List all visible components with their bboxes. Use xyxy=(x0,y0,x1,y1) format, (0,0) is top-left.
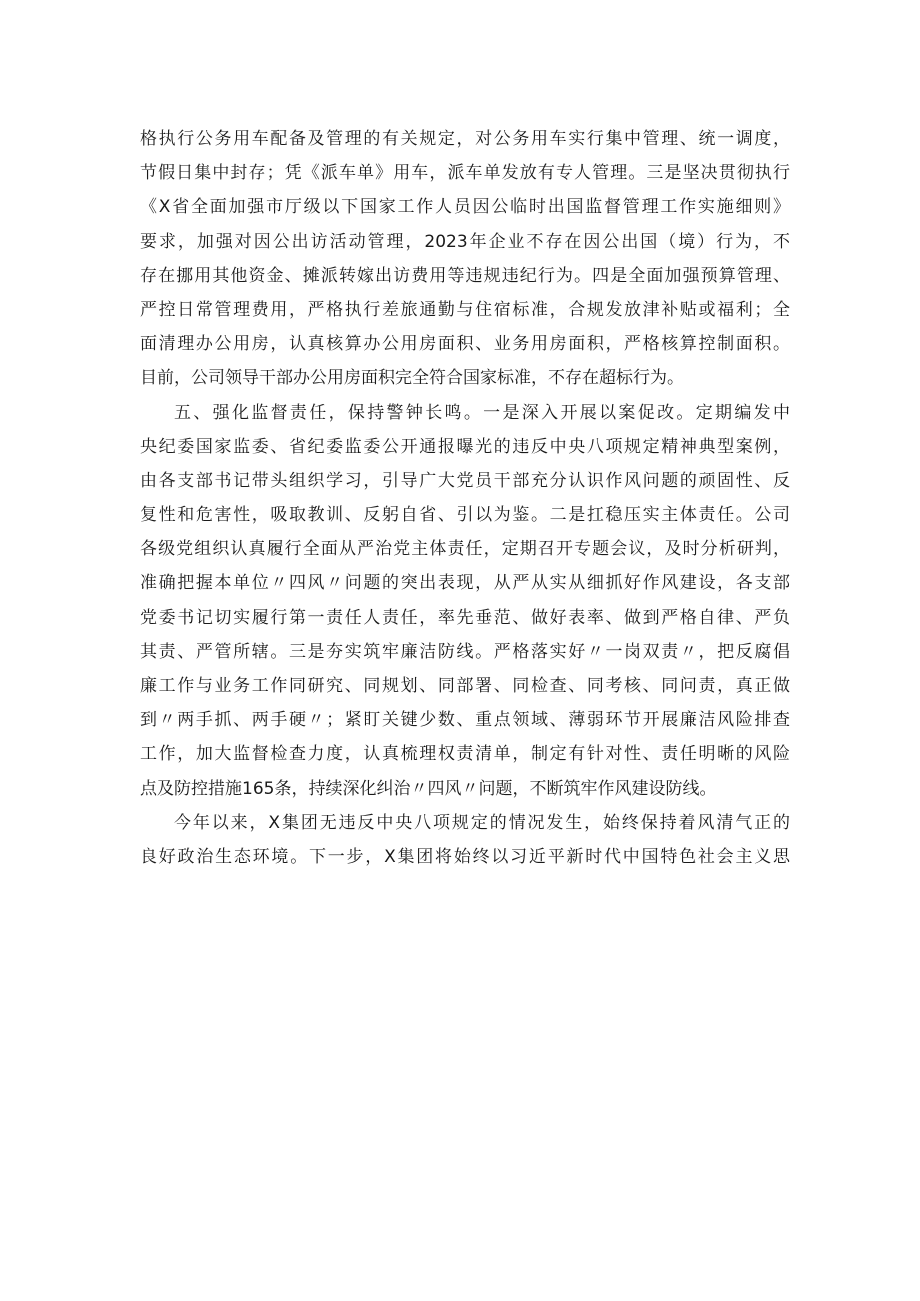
text-line: 到〃两手抓、两手硬〃；紧盯关键少数、重点领域、薄弱环节开展廉洁风险排查 xyxy=(140,710,790,731)
text-line: 点及防控措施165条，持续深化纠治〃四风〃问题，不断筑牢作风建设防线。 xyxy=(140,778,717,799)
text-line: 节假日集中封存；凭《派车单》用车，派车单发放有专人管理。三是坚决贯彻执行 xyxy=(140,163,790,184)
text-line: 准确把握本单位〃四风〃问题的突出表现，从严从实从细抓好作风建设，各支部 xyxy=(140,573,790,594)
text-line: 党委书记切实履行第一责任人责任，率先垂范、做好表率、做到严格自律、严负 xyxy=(140,607,790,628)
text-line: 由各支部书记带头组织学习，引导广大党员干部充分认识作风问题的顽固性、反 xyxy=(140,470,790,491)
text-line: 央纪委国家监委、省纪委监委公开通报曝光的违反中央八项规定精神典型案例， xyxy=(140,436,790,457)
text-line: 面清理办公用房，认真核算办公用房面积、业务用房面积，严格核算控制面积。 xyxy=(140,334,790,355)
text-line: 目前，公司领导干部办公用房面积完全符合国家标准，不存在超标行为。 xyxy=(140,368,684,389)
text-line: 今年以来，X集团无违反中央八项规定的情况发生，始终保持着风清气正的 xyxy=(174,812,790,833)
text-line: 存在挪用其他资金、摊派转嫁出访费用等违规违纪行为。四是全面加强预算管理、 xyxy=(140,265,790,286)
text-line: 五、强化监督责任，保持警钟长鸣。一是深入开展以案促改。定期编发中 xyxy=(174,402,790,423)
text-line: 其责、严管所辖。三是夯实筑牢廉洁防线。严格落实好〃一岗双责〃，把反腐倡 xyxy=(140,641,790,662)
text-line: 复性和危害性，吸取教训、反躬自省、引以为鉴。二是扛稳压实主体责任。公司 xyxy=(140,505,790,526)
text-line: 《X省全面加强市厅级以下国家工作人员因公临时出国监督管理工作实施细则》 xyxy=(140,197,790,218)
text-line: 要求，加强对因公出访活动管理，2023年企业不存在因公出国（境）行为，不 xyxy=(140,231,790,252)
text-line: 各级党组织认真履行全面从严治党主体责任，定期召开专题会议，及时分析研判， xyxy=(140,539,790,560)
text-line: 廉工作与业务工作同研究、同规划、同部署、同检查、同考核、同问责，真正做 xyxy=(140,676,790,696)
document-body xyxy=(140,122,790,874)
text-line: 严控日常管理费用，严格执行差旅通勤与住宿标准，合规发放津补贴或福利；全 xyxy=(140,299,790,320)
text-line: 工作，加大监督检查力度，认真梳理权责清单，制定有针对性、责任明晰的风险 xyxy=(140,744,790,765)
text-line: 格执行公务用车配备及管理的有关规定，对公务用车实行集中管理、统一调度， xyxy=(140,129,790,149)
text-line: 良好政治生态环境。下一步，X集团将始终以习近平新时代中国特色社会主义思 xyxy=(140,846,790,867)
